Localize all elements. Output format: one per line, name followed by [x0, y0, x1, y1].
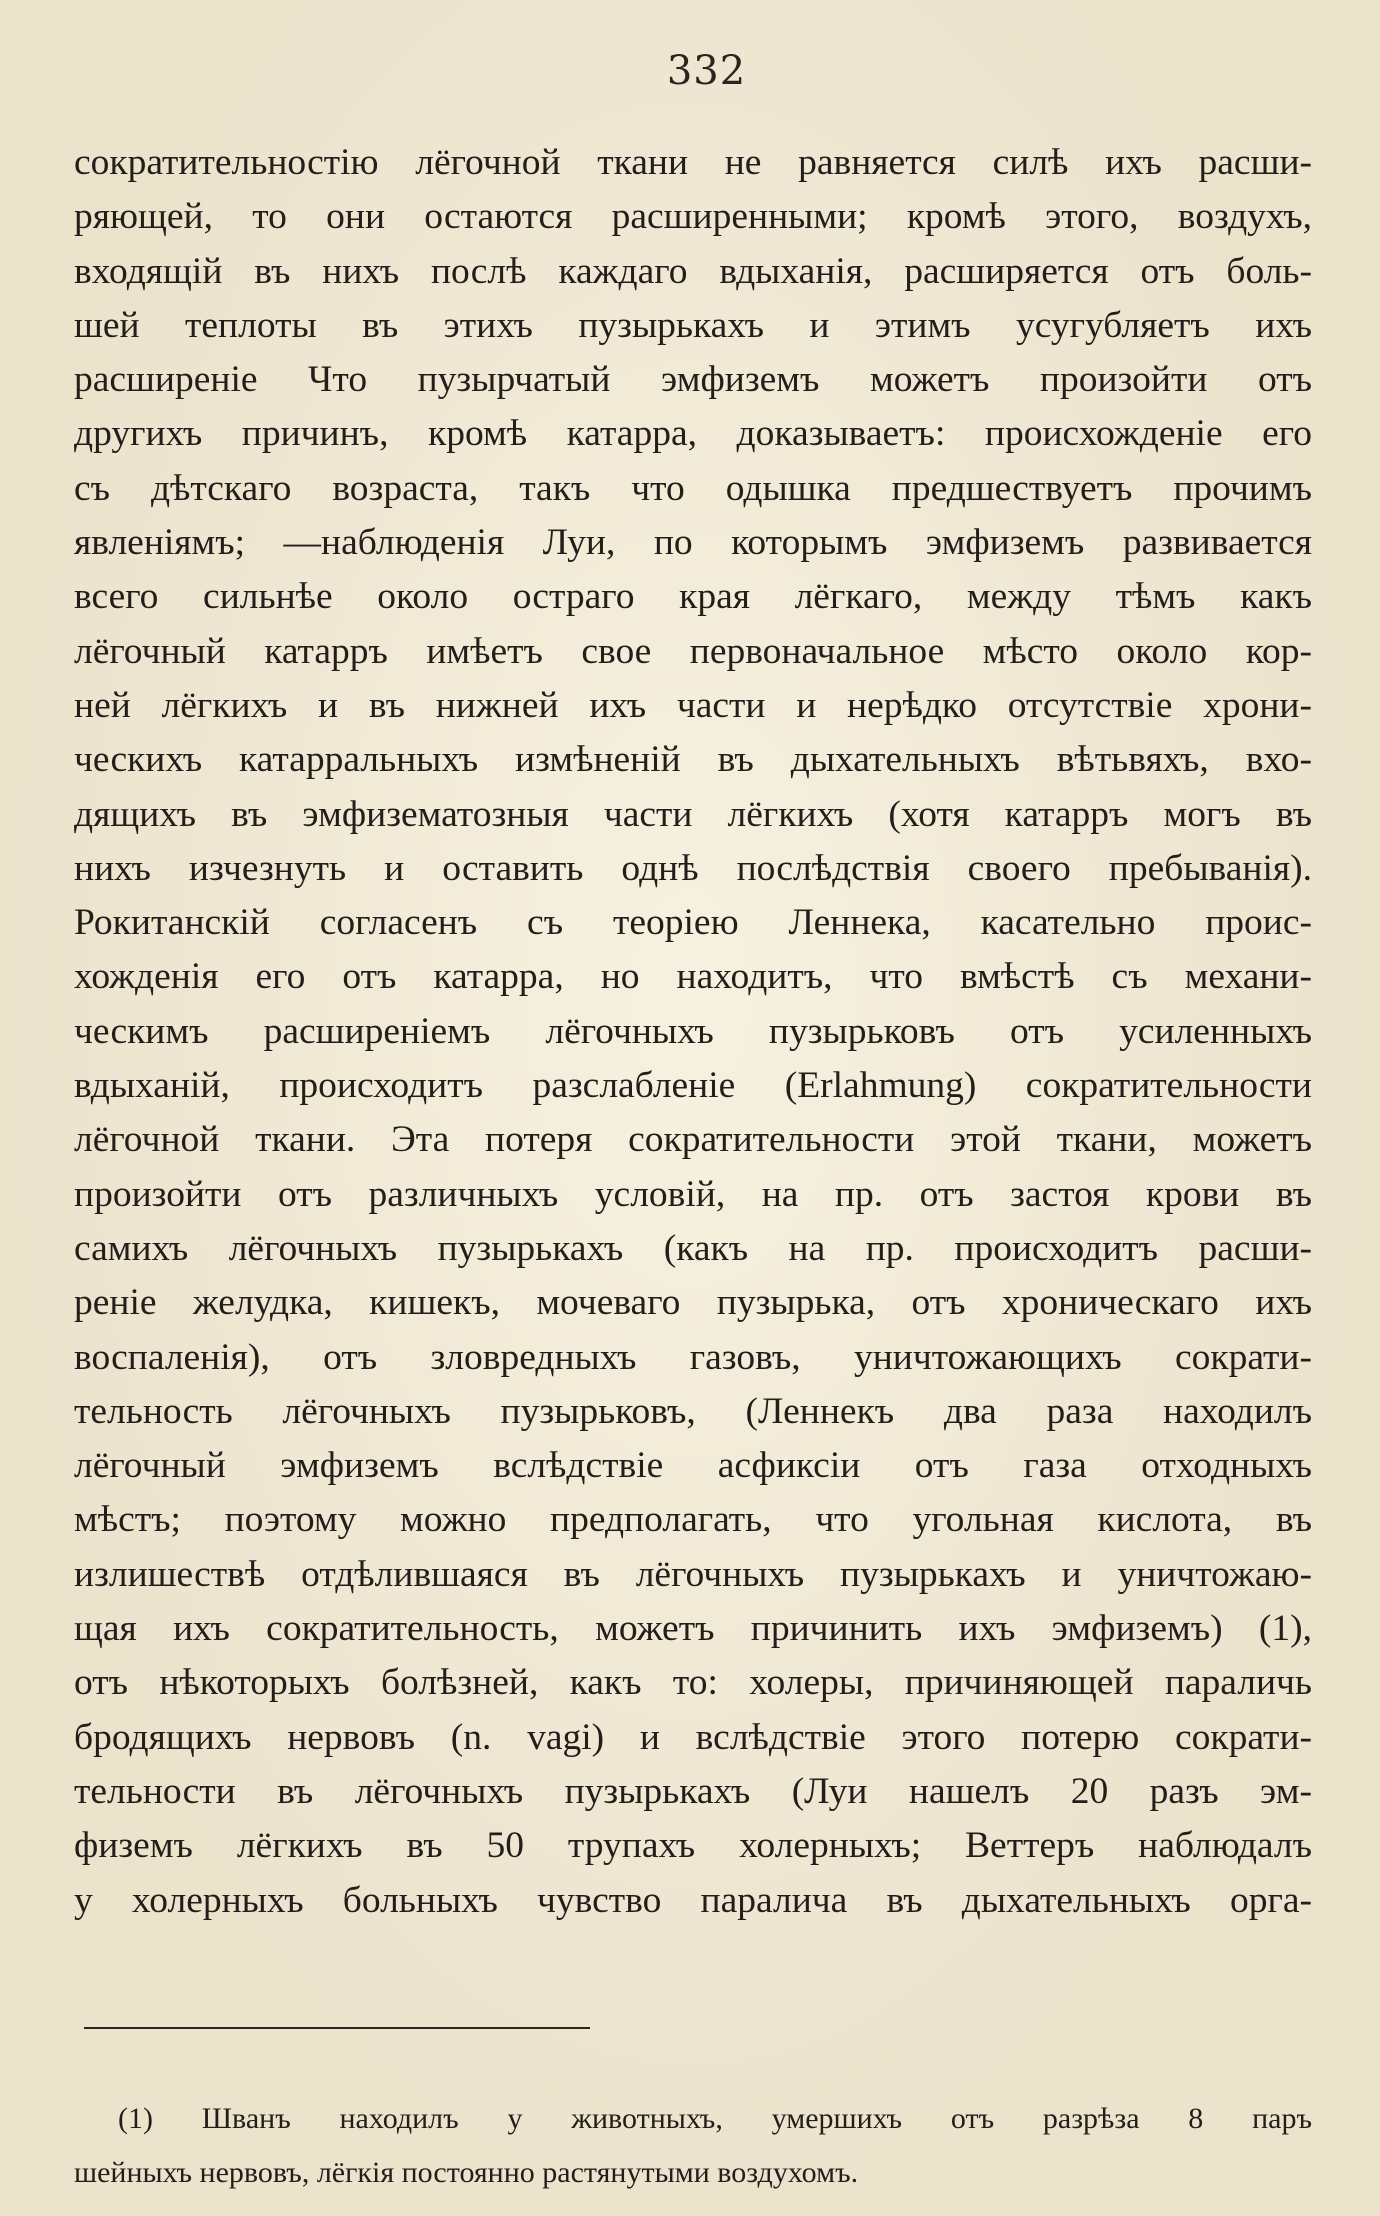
- text-line: отъ нѣкоторыхъ болѣзней, какъ то: холеры, причиняющей параличь: [74, 1662, 1312, 1704]
- text-line: шей теплоты въ этихъ пузырькахъ и этимъ усугубляетъ ихъ: [74, 304, 1312, 346]
- text-line: тельность лёгочныхъ пузырьковъ, (Леннекъ два раза находилъ: [74, 1390, 1312, 1432]
- footnote-line: (1) Шванъ находилъ у животныхъ, умершихъ отъ разрѣза 8 паръ: [118, 2102, 1312, 2135]
- text-line: лёгочной ткани. Эта потеря сократительности этой ткани, можетъ: [74, 1119, 1312, 1161]
- text-line: дящихъ въ эмфизематозныя части лёгкихъ (хотя катарръ могъ въ: [74, 793, 1312, 835]
- text-line: расширеніе Что пузырчатый эмфиземъ можетъ произойти отъ: [74, 359, 1312, 401]
- text-line: ческихъ катарральныхъ измѣненій въ дыхательныхъ вѣтьвяхъ, вхо-: [74, 739, 1312, 781]
- text-line: реніе желудка, кишекъ, мочеваго пузырька, отъ хроническаго ихъ: [74, 1282, 1312, 1324]
- text-line: щая ихъ сократительность, можетъ причинить ихъ эмфиземъ) (1),: [74, 1608, 1312, 1650]
- main-text: [74, 136, 1312, 1928]
- text-line: мѣстъ; поэтому можно предполагать, что угольная кислота, въ: [74, 1499, 1312, 1541]
- footnote: [74, 2092, 1312, 2200]
- text-line: физемъ лёгкихъ въ 50 трупахъ холерныхъ; Веттеръ наблюдалъ: [74, 1825, 1312, 1867]
- text-line: вдыханій, происходитъ разслабленіе (Erlahmung) сократительности: [74, 1065, 1312, 1107]
- text-line: хожденія его отъ катарра, но находитъ, что вмѣстѣ съ механи-: [74, 956, 1312, 998]
- text-line: у холерныхъ больныхъ чувство паралича въ дыхательныхъ орга-: [74, 1879, 1312, 1921]
- text-line: ряющей, то они остаются расширенными; кромѣ этого, воздухъ,: [74, 196, 1312, 238]
- text-line: другихъ причинъ, кромѣ катарра, доказываетъ: происхожденіе его: [74, 413, 1312, 455]
- footnote-divider: [84, 2027, 590, 2029]
- text-line: лёгочный катарръ имѣетъ свое первоначальное мѣсто около кор-: [74, 630, 1312, 672]
- text-line: явленіямъ; —наблюденія Луи, по которымъ эмфиземъ развивается: [74, 522, 1312, 564]
- text-line: излишествѣ отдѣлившаяся въ лёгочныхъ пузырькахъ и уничтожаю-: [74, 1553, 1312, 1595]
- text-line: съ дѣтскаго возраста, такъ что одышка предшествуетъ прочимъ: [74, 467, 1312, 509]
- text-line: лёгочный эмфиземъ вслѣдствіе асфиксіи отъ газа отходныхъ: [74, 1445, 1312, 1487]
- text-line: самихъ лёгочныхъ пузырькахъ (какъ на пр. происходитъ расши-: [74, 1227, 1312, 1269]
- text-line: входящій въ нихъ послѣ каждаго вдыханія, расширяется отъ боль-: [74, 250, 1312, 292]
- text-line: всего сильнѣе около остраго края лёгкаго, между тѣмъ какъ: [74, 576, 1312, 618]
- text-line: ческимъ расширеніемъ лёгочныхъ пузырьковъ отъ усиленныхъ: [74, 1010, 1312, 1052]
- text-line: ней лёгкихъ и въ нижней ихъ части и нерѣдко отсутствіе хрони-: [74, 684, 1312, 726]
- text-line: сократительностію лёгочной ткани не равняется силѣ ихъ расши-: [74, 142, 1312, 183]
- text-line: Рокитанскій согласенъ съ теоріею Леннека, касательно проис-: [74, 902, 1312, 944]
- text-line: нихъ изчезнуть и оставить однѣ послѣдствія своего пребыванія).: [74, 847, 1312, 889]
- text-line: тельности въ лёгочныхъ пузырькахъ (Луи нашелъ 20 разъ эм-: [74, 1770, 1312, 1812]
- text-line: воспаленія), отъ зловредныхъ газовъ, уничтожающихъ сократи-: [74, 1336, 1312, 1378]
- footnote-line: шейныхъ нервовъ, лёгкія постоянно растянутыми воздухомъ.: [74, 2156, 859, 2189]
- text-line: произойти отъ различныхъ условій, на пр. отъ застоя крови въ: [74, 1173, 1312, 1215]
- text-line: бродящихъ нервовъ (n. vagi) и вслѣдствіе этого потерю сократи-: [74, 1716, 1312, 1758]
- page-number: 332: [666, 48, 747, 94]
